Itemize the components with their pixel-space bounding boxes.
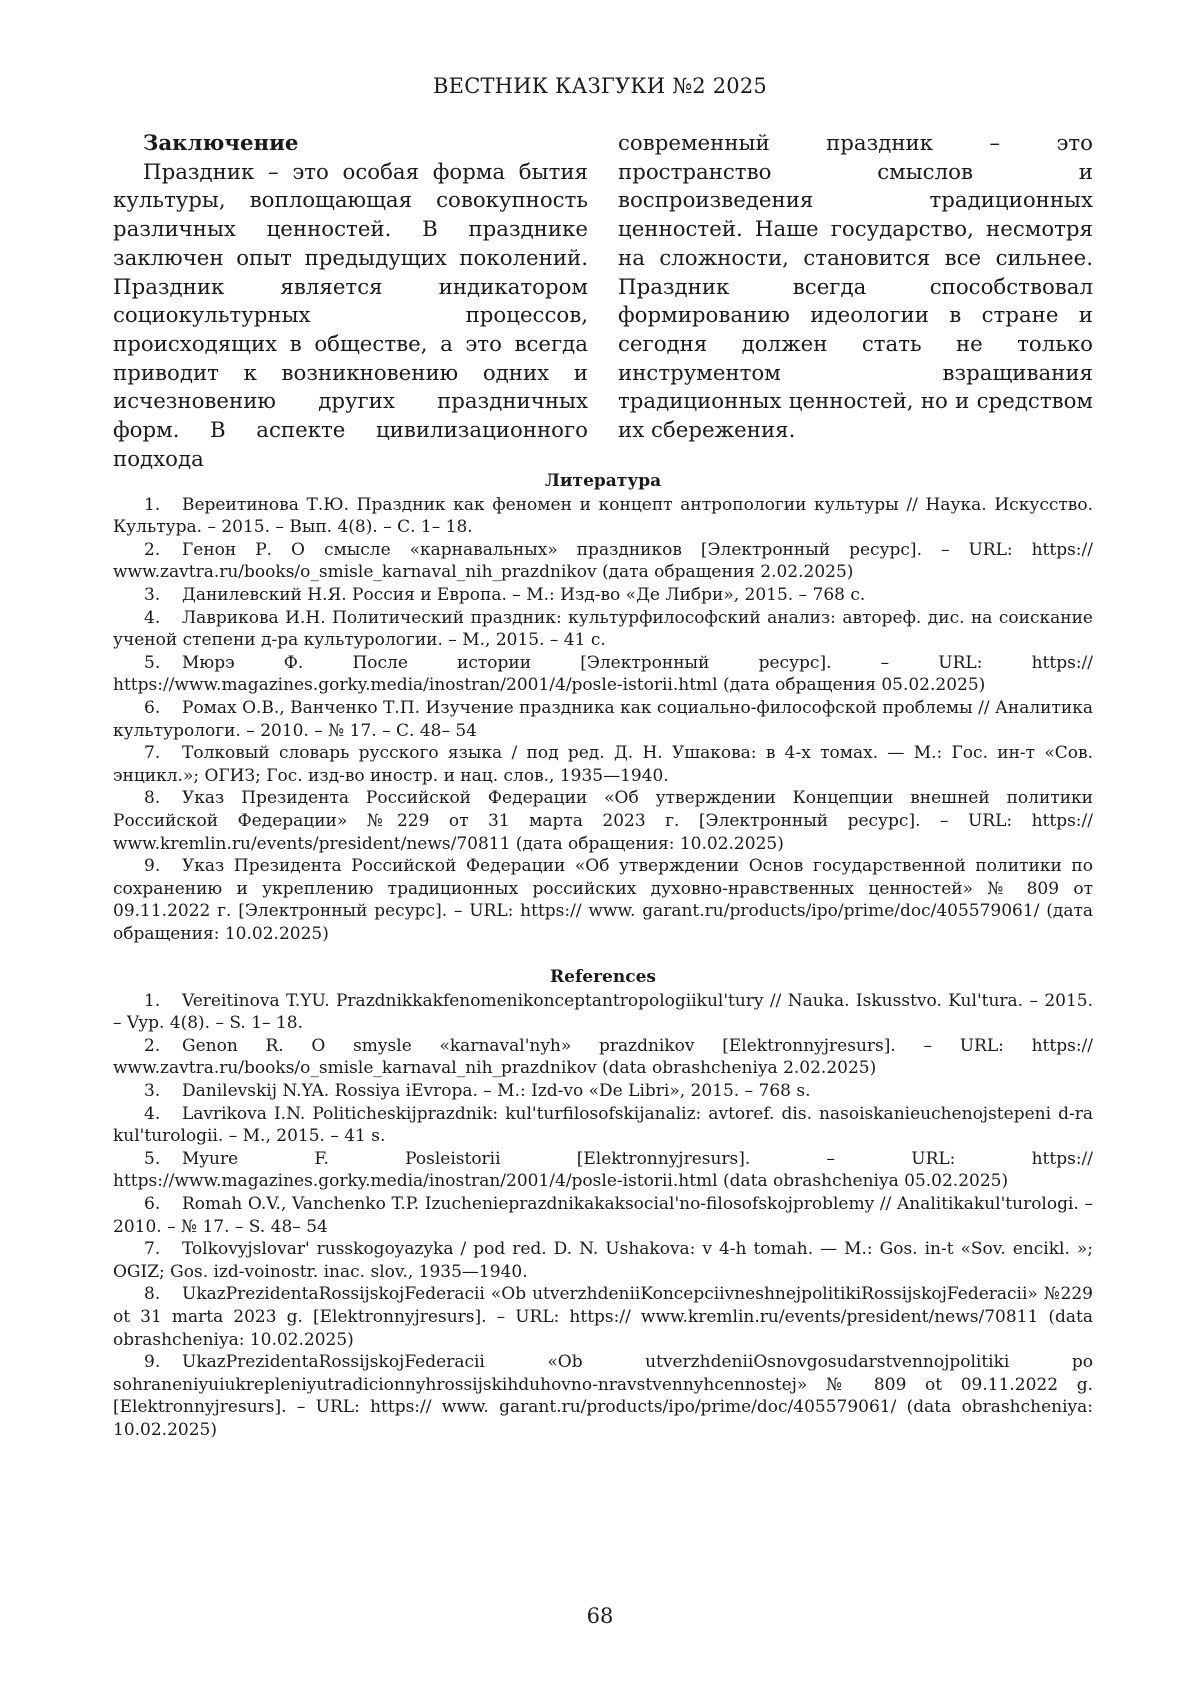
literature-list xyxy=(113,494,1093,946)
reference-item xyxy=(113,1193,1093,1238)
literature-item xyxy=(113,539,1093,584)
literature-item xyxy=(113,652,1093,697)
literature-item-text: Вереитинова Т.Ю. Праздник как феномен и концепт антропологии культуры // Наука. Искусство. Культура. – 2015. – Вып. 4(8). – С. 1– 18. xyxy=(113,494,1093,538)
reference-item-number: 3. xyxy=(144,1080,161,1101)
literature-item-number: 8. xyxy=(144,788,161,809)
literature-item-text: Генон Р. О смысле «карнавальных» праздников [Электронный ресурс]. – URL: https:// www.zavtra.ru/books/o_smisle_karnaval_nih_prazdnikov (дата обращения 2.02.2025) xyxy=(113,539,1093,583)
conclusion-right-column xyxy=(618,130,1093,474)
literature-item-text: Ромах О.В., Ванченко Т.П. Изучение праздника как социально-философской проблемы // Аналитика культурологи. – 2010. – № 17. – С. 48– 54 xyxy=(113,697,1093,741)
literature-item xyxy=(113,787,1093,855)
reference-item-number: 4. xyxy=(144,1103,161,1124)
conclusion-paragraph-left: Праздник – это особая форма бытия культуры, воплощающая совокупность различных ценностей. В празднике заключен опыт предыдущих поколений. Праздник является индикатором социокультурных процессов, происходящих в обществе, а это всегда приводит к возникновению одних и исчезновению других праздничных форм. В аспекте цивилизационного подхода xyxy=(113,159,588,472)
reference-item-text: Lavrikova I.N. Politicheskijprazdnik: kul'turfilosofskijanaliz: avtoref. dis. nasoiskanieuchenojstepeni d-ra kul'turologii. – M., 2015. – 41 s. xyxy=(113,1103,1093,1147)
reference-item xyxy=(113,990,1093,1035)
reference-item xyxy=(113,1148,1093,1193)
literature-item-text: Указ Президента Российской Федерации «Об утверждении Концепции внешней политики Российской Федерации» №229 от 31 марта 2023 г. [Электронный ресурс]. – URL: https:// www.kremlin.ru/events/president/news/70811 (дата обращения: 10.02.2025) xyxy=(113,788,1093,854)
literature-item xyxy=(113,855,1093,945)
running-head: ВЕСТНИК КАЗГУКИ №2 2025 xyxy=(433,74,767,98)
literature-item-number: 7. xyxy=(144,743,161,764)
reference-item xyxy=(113,1238,1093,1283)
literature-item xyxy=(113,584,1093,607)
reference-item-number: 9. xyxy=(144,1352,161,1373)
reference-item xyxy=(113,1080,1093,1103)
reference-item-text: Tolkovyjslovar' russkogoyazyka / pod red. D. N. Ushakova: v 4-h tomah. — M.: Gos. in-t «Sov. encikl. »; OGIZ; Gos. izd-voinostr. inac. slov., 1935—1940. xyxy=(113,1239,1093,1282)
reference-item-number: 2. xyxy=(144,1035,161,1056)
conclusion-heading: Заключение xyxy=(143,131,299,156)
reference-item-text: UkazPrezidentaRossijskojFederacii «Ob utverzhdeniiOsnovgosudarstvennojpolitiki po sohraneniyuiukrepleniyutradicionnyhrossijskihduhovno-nravstvennyhcennostej» № 809 ot 09.11.2022 g. [Elektronnyjresurs]. – URL: https:// www. garant.ru/products/ipo/prime/doc/405579061/ (data obrashcheniya: 10.02.2025) xyxy=(113,1352,1093,1440)
reference-item-number: 1. xyxy=(144,990,161,1011)
literature-item xyxy=(113,697,1093,742)
literature-item-text: Мюрэ Ф. После истории [Электронный ресурс]. – URL: https:// https://www.magazines.gorky.media/inostran/2001/4/posle-istorii.html (дата обращения 05.02.2025) xyxy=(113,652,1093,696)
reference-item xyxy=(113,1351,1093,1441)
literature-item-number: 3. xyxy=(144,584,161,605)
literature-item-number: 4. xyxy=(144,607,161,628)
reference-item-number: 7. xyxy=(144,1239,161,1260)
literature-item-text: Лаврикова И.Н. Политический праздник: культурфилософский анализ: автореф. дис. на соискание ученой степени д-ра культурологии. – М., 2015. – 41 с. xyxy=(113,607,1093,651)
literature-item-number: 2. xyxy=(144,539,161,560)
reference-item-text: Myure F. Posleistorii [Elektronnyjresurs]. – URL: https:// https://www.magazines.gorky.media/inostran/2001/4/posle-istorii.html (data obrashcheniya 05.02.2025) xyxy=(113,1148,1093,1192)
reference-item-number: 6. xyxy=(144,1193,161,1214)
literature-item-number: 1. xyxy=(144,494,161,515)
literature-section xyxy=(113,470,1093,945)
reference-item-text: Romah O.V., Vanchenko T.P. Izuchenieprazdnikakaksocial'no-filosofskojproblemy // Analitikakul'turologi. – 2010. – № 17. – S. 48– 54 xyxy=(113,1193,1093,1237)
references-list xyxy=(113,990,1093,1442)
reference-item xyxy=(113,1035,1093,1080)
page-number: 68 xyxy=(586,1604,614,1628)
reference-item-number: 8. xyxy=(144,1284,161,1305)
reference-item-number: 5. xyxy=(144,1148,161,1169)
literature-item-text: Данилевский Н.Я. Россия и Европа. – М.: Изд-во «Де Либри», 2015. – 768 с. xyxy=(182,584,866,605)
literature-item-text: Толковый словарь русского языка / под ред. Д. Н. Ушакова: в 4-х томах. — М.: Гос. ин-т «Сов. энцикл.»; ОГИЗ; Гос. изд-во иностр. и нац. слов., 1935—1940. xyxy=(113,743,1093,786)
conclusion-section xyxy=(113,130,1093,474)
reference-item-text: UkazPrezidentaRossijskojFederacii «Ob utverzhdeniiKoncepciivneshnejpolitikiRossijskojFederacii» №229 ot 31 marta 2023 g. [Elektronnyjresurs]. – URL: https:// www.kremlin.ru/events/president/news/70811 (data obrashcheniya: 10.02.2025) xyxy=(113,1284,1093,1350)
references-section xyxy=(113,966,1093,1441)
literature-item-number: 5. xyxy=(144,652,161,673)
reference-item-text: Danilevskij N.YA. Rossiya iEvropa. – M.: Izd-vo «De Libri», 2015. – 768 s. xyxy=(182,1080,811,1101)
literature-item xyxy=(113,494,1093,539)
literature-item-number: 9. xyxy=(144,856,161,877)
reference-item-text: Genon R. O smysle «karnaval'nyh» prazdnikov [Elektronnyjresurs]. – URL: https:// www.zavtra.ru/books/o_smisle_karnaval_nih_prazdnikov (data obrashcheniya 2.02.2025) xyxy=(113,1035,1093,1079)
literature-title: Литература xyxy=(544,471,662,491)
reference-item-text: Vereitinova T.YU. Prazdnikkakfenomenikonceptantropologiikul'tury // Nauka. Iskusstvo. Kul'tura. – 2015. – Vyp. 4(8). – S. 1– 18. xyxy=(113,990,1093,1034)
literature-item xyxy=(113,742,1093,787)
conclusion-paragraph-right: современный праздник – это пространство смыслов и воспроизведения традиционных ценностей. Наше государство, несмотря на сложности, становится все сильнее. Праздник всегда способствовал формированию идеологии в стране и сегодня должен стать не только инструментом взращивания традиционных ценностей, но и средством их сбережения. xyxy=(618,131,1093,444)
literature-item-number: 6. xyxy=(144,697,161,718)
reference-item xyxy=(113,1283,1093,1351)
reference-item xyxy=(113,1103,1093,1148)
literature-item xyxy=(113,607,1093,652)
literature-item-text: Указ Президента Российской Федерации «Об утверждении Основ государственной политики по сохранению и укреплению традиционных российских духовно-нравственных ценностей» № 809 от 09.11.2022 г. [Электронный ресурс]. – URL: https:// www. garant.ru/products/ipo/prime/doc/405579061/ (дата обращения: 10.02.2025) xyxy=(113,856,1093,944)
conclusion-left-column xyxy=(113,130,588,474)
references-title: References xyxy=(550,967,656,987)
